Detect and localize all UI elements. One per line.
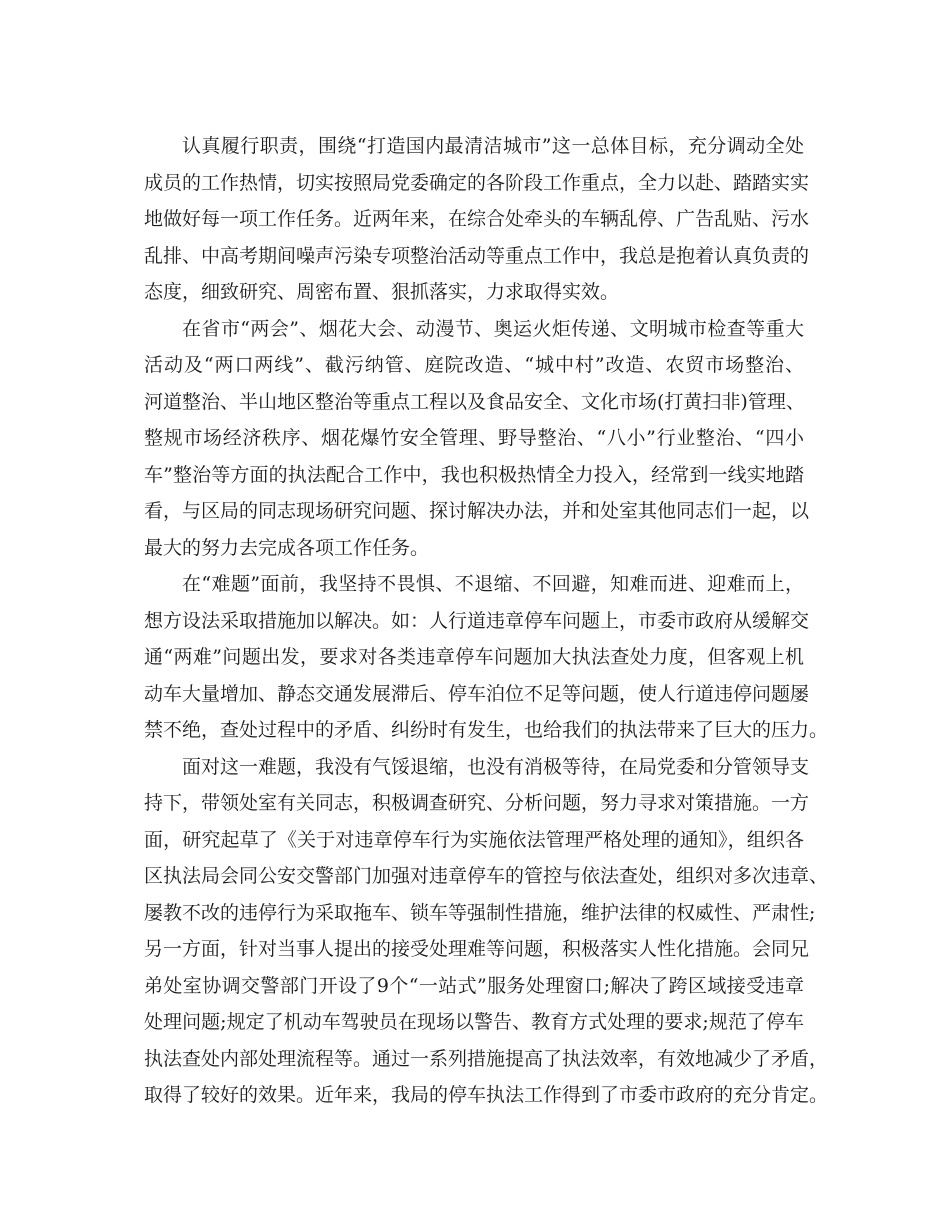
paragraph-2-line-6: 看，与区局的同志现场研究问题、探讨解决办法，并和处室其他同志们一起，以 bbox=[144, 500, 810, 522]
paragraph-2-line-4: 整规市场经济秩序、烟花爆竹安全管理、野导整治、“八小”行业整治、“四小 bbox=[144, 427, 804, 449]
paragraph-1-line-5: 态度，细致研究、周密布置、狠抓落实，力求取得实效。 bbox=[144, 281, 620, 303]
paragraph-2-line-2: 活动及“两口两线”、截污纳管、庭院改造、“城中村”改造、农贸市场整治、 bbox=[144, 354, 804, 376]
paragraph-1-line-2: 成员的工作热情，切实按照局党委确定的各阶段工作重点，全力以赴、踏踏实实 bbox=[144, 171, 810, 194]
paragraph-4-line-9: 执法查处内部处理流程等。通过一系列措施提高了执法效率，有效地减少了矛盾， bbox=[144, 1047, 829, 1070]
paragraph-2-line-5: 车”整治等方面的执法配合工作中，我也积极热情全力投入，经常到一线实地踏 bbox=[144, 463, 804, 486]
paragraph-4-line-7: 弟处室协调交警部门开设了9个“一站式”服务处理窗口;解决了跨区域接受违章 bbox=[144, 974, 804, 997]
paragraph-3-line-4: 动车大量增加、静态交通发展滞后、停车泊位不足等问题，使人行道违停问题屡 bbox=[144, 682, 810, 705]
paragraph-1-line-3: 地做好每一项工作任务。近两年来，在综合处牵头的车辆乱停、广告乱贴、污水 bbox=[144, 208, 810, 230]
paragraph-1-line-4: 乱排、中高考期间噪声污染专项整治活动等重点工作中，我总是抱着认真负责的 bbox=[144, 244, 810, 267]
paragraph-4-line-8: 处理问题;规定了机动车驾驶员在现场以警告、教育方式处理的要求;规范了停车 bbox=[144, 1011, 804, 1033]
paragraph-3-line-2: 想方设法采取措施加以解决。如：人行道违章停车问题上，市委市政府从缓解交 bbox=[144, 609, 810, 632]
document-body bbox=[144, 128, 829, 1114]
paragraph-4-line-3: 面，研究起草了《关于对违章停车行为实施依法管理严格处理的通知》，组织各 bbox=[144, 828, 804, 851]
paragraph-4-line-6: 另一方面，针对当事人提出的接受处理难等问题，积极落实人性化措施。会同兄 bbox=[144, 938, 810, 960]
paragraph-4-line-10: 取得了较好的效果。近年来，我局的停车执法工作得到了市委市政府的充分肯定。 bbox=[144, 1084, 829, 1106]
paragraph-3-line-5: 禁不绝，查处过程中的矛盾、纠纷时有发生，也给我们的执法带来了巨大的压力。 bbox=[144, 719, 829, 741]
paragraph-3-line-3: 通“两难”问题出发，要求对各类违章停车问题加大执法查处力度，但客观上机 bbox=[144, 646, 804, 668]
paragraph-1-line-1: 认真履行职责，围绕“打造国内最清洁城市”这一总体目标，充分调动全处 bbox=[182, 135, 804, 157]
paragraph-2-line-3: 河道整治、半山地区整治等重点工程以及食品安全、文化市场(打黄扫非)管理、 bbox=[144, 390, 805, 413]
paragraph-4-line-4: 区执法局会同公安交警部门加强对违章停车的管控与依法查处，组织对多次违章、 bbox=[144, 865, 829, 887]
paragraph-3-line-1: 在“难题”面前，我坚持不畏惧、不退缩、不回避，知难而进、迎难而上， bbox=[182, 573, 804, 595]
paragraph-4-line-1: 面对这一难题，我没有气馁退缩，也没有消极等待，在局党委和分管领导支 bbox=[182, 755, 810, 778]
paragraph-2-line-1: 在省市“两会”、烟花大会、动漫节、奥运火炬传递、文明城市检查等重大 bbox=[182, 317, 804, 340]
paragraph-4-line-5: 屡教不改的违停行为采取拖车、锁车等强制性措施，维护法律的权威性、严肃性; bbox=[144, 901, 816, 924]
paragraph-2-line-7: 最大的努力去完成各项工作任务。 bbox=[144, 536, 430, 559]
paragraph-4-line-2: 持下，带领处室有关同志，积极调查研究、分析问题，努力寻求对策措施。一方 bbox=[144, 792, 810, 814]
